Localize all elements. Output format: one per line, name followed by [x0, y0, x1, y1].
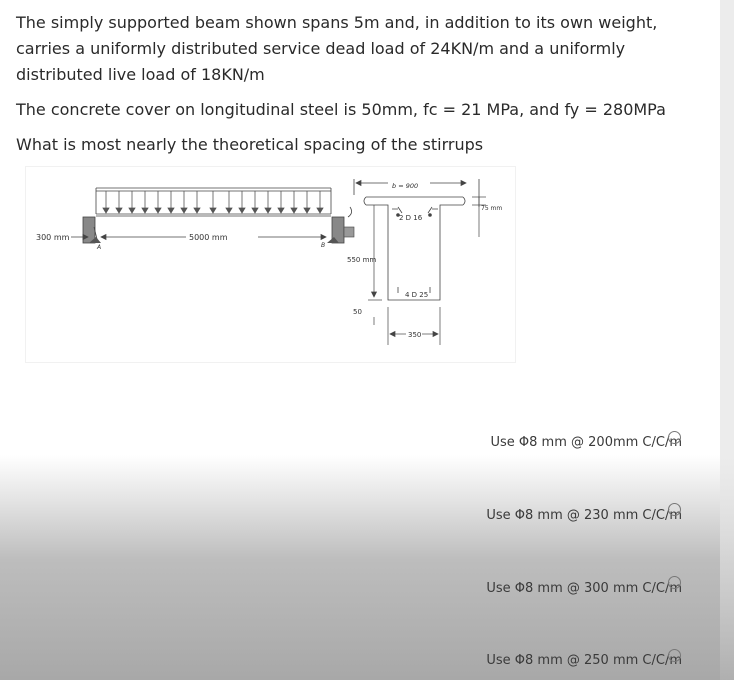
flange-width-label: b = 900 — [392, 182, 419, 190]
web-width-label: 350 — [408, 331, 422, 339]
option-3-radio[interactable] — [668, 576, 681, 589]
span-label: 5000 mm — [189, 233, 228, 242]
support-b-label: B — [321, 242, 326, 249]
support-a — [83, 217, 101, 243]
left-overhang-label: 300 mm — [36, 233, 70, 242]
option-1-radio[interactable] — [668, 431, 681, 444]
flange-thickness-label: 75 mm — [481, 205, 503, 212]
option-1-label[interactable]: Use Φ8 mm @ 200mm C/C/m — [490, 435, 682, 450]
depth-label: 550 mm — [347, 256, 377, 264]
option-4-label[interactable]: Use Φ8 mm @ 250 mm C/C/m — [486, 653, 682, 668]
question-paragraph-3: What is most nearly the theoretical spacing of the stirrups — [16, 135, 484, 154]
scrollbar-track[interactable] — [720, 0, 734, 680]
option-4-radio[interactable] — [668, 649, 681, 662]
beam-diagram — [26, 167, 515, 362]
beam-figure — [25, 166, 516, 363]
top-bars-label: 2 D 16 — [399, 214, 423, 222]
support-a-label: A — [97, 244, 102, 251]
question-paragraph-2: The concrete cover on longitudinal steel is 50mm, fc = 21 MPa, and fy = 280MPa — [16, 100, 666, 119]
option-3-label[interactable]: Use Φ8 mm @ 300 mm C/C/m — [486, 581, 682, 596]
load-arrows — [103, 191, 323, 213]
cover-label: 50 — [353, 308, 362, 316]
bottom-bars-label: 4 D 25 — [405, 291, 429, 299]
question-paragraph-1: The simply supported beam shown spans 5m and, in addition to its own weight, carries a uniformly distributed service dead load of 24KN/m and a uniformly distributed live load of 18KN/m — [16, 13, 658, 84]
t-section — [354, 179, 479, 300]
option-2-radio[interactable] — [668, 503, 681, 516]
question-text — [16, 10, 706, 158]
option-2-label[interactable]: Use Φ8 mm @ 230 mm C/C/m — [486, 508, 682, 523]
